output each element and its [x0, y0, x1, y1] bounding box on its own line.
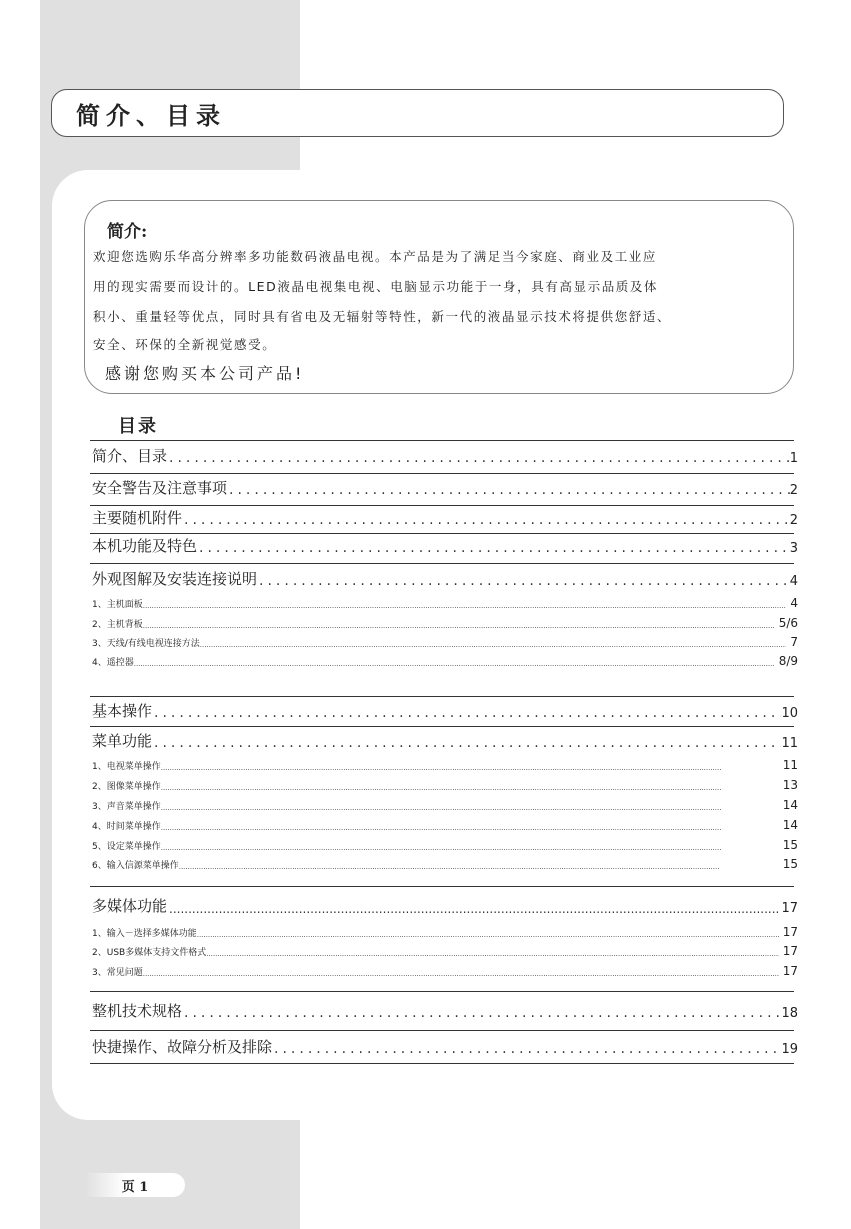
toc-leader-dots: [167, 450, 790, 466]
toc-divider: [90, 563, 794, 564]
toc-subentry[interactable]: [92, 614, 798, 630]
toc-entry[interactable]: [92, 731, 798, 751]
toc-subentry[interactable]: [92, 962, 798, 978]
toc-leader-dots: [143, 622, 775, 630]
toc-entry-label: 安全警告及注意事项: [92, 479, 228, 497]
toc-subentry-label: 6、输入信源菜单操作: [92, 861, 179, 871]
intro-line: 安全、环保的全新视觉感受。: [93, 337, 277, 352]
toc-subentry-page: 15: [782, 838, 798, 852]
toc-subentry[interactable]: [92, 776, 798, 792]
toc-subentry-page: 17: [782, 944, 798, 958]
toc-subentry[interactable]: [92, 652, 798, 668]
page-title: 简介、目录: [76, 101, 226, 130]
toc-divider: [90, 505, 794, 506]
toc-heading: 目录: [118, 416, 158, 437]
toc-subentry-page: 17: [782, 925, 798, 939]
toc-leader-dots: [200, 641, 787, 649]
toc-subentry-label: 3、声音菜单操作: [92, 802, 161, 812]
toc-entry-page: 2: [789, 513, 798, 528]
toc-entry[interactable]: [92, 536, 798, 556]
intro-thanks: 感谢您购买本公司产品!: [105, 364, 305, 383]
toc-divider: [90, 1030, 794, 1031]
toc-entry-label: 基本操作: [92, 702, 153, 720]
toc-entry[interactable]: [92, 1001, 798, 1021]
toc-subentry-page: 15: [782, 857, 798, 871]
toc-entry[interactable]: [92, 701, 798, 721]
toc-divider: [90, 1063, 794, 1064]
toc-subentry-label: 5、设定菜单操作: [92, 842, 161, 852]
toc-divider: [90, 726, 794, 727]
intro-box: [84, 200, 794, 394]
toc-entry-label: 主要随机附件: [92, 509, 183, 527]
toc-subentry[interactable]: [92, 594, 798, 610]
toc-subentry-label: 1、电视菜单操作: [92, 762, 161, 772]
intro-line: 积小、重量轻等优点，同时具有省电及无辐射等特性，新一代的液晶显示技术将提供您舒适、: [93, 309, 672, 324]
toc-leader-dots: [179, 863, 719, 871]
toc-leader-dots: [272, 1041, 781, 1057]
toc-subentry-label: 3、常见问题: [92, 968, 143, 978]
toc-subentry[interactable]: [92, 633, 798, 649]
toc-leader-dots: [206, 950, 779, 958]
toc-entry[interactable]: [92, 569, 798, 589]
toc-entry-page: 2: [789, 483, 798, 498]
toc-leader-dots: [197, 540, 790, 556]
toc-subentry[interactable]: [92, 923, 798, 939]
toc-leader-dots: [143, 602, 787, 610]
toc-leader-dots: [227, 482, 790, 498]
page-number-tab: [85, 1173, 185, 1197]
toc-leader-dots: [161, 804, 721, 812]
toc-subentry-page: 14: [782, 798, 798, 812]
intro-line: 用的现实需要而设计的。LED液晶电视集电视、电脑显示功能于一身，具有高显示品质及体: [93, 279, 659, 294]
toc-entry[interactable]: [92, 508, 798, 528]
toc-entry-label: 快捷操作、故障分析及排除: [92, 1038, 273, 1056]
toc-entry[interactable]: [92, 896, 798, 916]
toc-subentry-page: 13: [782, 778, 798, 792]
toc-subentry[interactable]: [92, 816, 798, 832]
toc-subentry-page: 4: [790, 596, 798, 610]
toc-entry[interactable]: [92, 1037, 798, 1057]
toc-entry-page: 17: [781, 901, 798, 916]
toc-entry[interactable]: [92, 478, 798, 498]
toc-leader-dots: [161, 764, 721, 772]
toc-leader-dots: [182, 1005, 781, 1021]
toc-subentry-label: 2、图像菜单操作: [92, 782, 161, 792]
toc-subentry[interactable]: [92, 796, 798, 812]
section-header: [51, 89, 784, 137]
toc-leader-dots: [161, 844, 721, 852]
toc-leader-dots: [152, 735, 781, 751]
toc-subentry-label: 4、时间菜单操作: [92, 822, 161, 832]
toc-entry-label: 整机技术规格: [92, 1002, 183, 1020]
toc-divider: [90, 696, 794, 697]
toc-subentry[interactable]: [92, 942, 798, 958]
toc-entry-page: 1: [789, 451, 798, 466]
toc-subentry-label: 1、输入－选择多媒体功能: [92, 929, 197, 939]
toc-subentry-page: 17: [782, 964, 798, 978]
intro-title: 简介:: [107, 222, 148, 242]
toc-entry-page: 10: [781, 706, 798, 721]
toc-subentry-label: 2、主机背板: [92, 620, 143, 630]
toc-subentry-page: 14: [782, 818, 798, 832]
toc-leader-dots: [167, 902, 781, 916]
toc-leader-dots: [152, 705, 781, 721]
toc-subentry-page: 11: [782, 758, 798, 772]
toc-entry-label: 菜单功能: [92, 732, 153, 750]
toc-subentry-page: 5/6: [778, 616, 798, 630]
toc-entry-label: 本机功能及特色: [92, 537, 198, 555]
page-number: 页 1: [121, 1179, 149, 1195]
toc-entry-label: 多媒体功能: [92, 897, 168, 915]
toc-entry-page: 11: [781, 736, 798, 751]
toc-entry-page: 3: [789, 541, 798, 556]
toc-entry-page: 4: [789, 574, 798, 589]
toc-leader-dots: [182, 512, 790, 528]
toc-leader-dots: [161, 824, 721, 832]
toc-subentry-page: 7: [790, 635, 798, 649]
toc-subentry-label: 2、USB多媒体支持文件格式: [92, 948, 207, 958]
toc-entry-label: 外观图解及安装连接说明: [92, 570, 258, 588]
toc-subentry-page: 8/9: [778, 654, 798, 668]
toc-leader-dots: [257, 573, 790, 589]
toc-subentry-label: 1、主机面板: [92, 600, 143, 610]
toc-entry[interactable]: [92, 446, 798, 466]
toc-divider: [90, 533, 794, 534]
toc-subentry-label: 4、遥控器: [92, 658, 134, 668]
toc-divider: [90, 991, 794, 992]
toc-leader-dots: [143, 970, 779, 978]
toc-leader-dots: [134, 660, 775, 668]
toc-subentry[interactable]: [92, 836, 798, 852]
toc-entry-page: 19: [781, 1042, 798, 1057]
intro-line: 欢迎您选购乐华高分辨率多功能数码液晶电视。本产品是为了满足当今家庭、商业及工业应: [93, 249, 658, 264]
toc-entry-label: 简介、目录: [92, 447, 168, 465]
toc-entry-page: 18: [781, 1006, 798, 1021]
toc-divider: [90, 886, 794, 887]
toc-subentry[interactable]: [92, 756, 798, 772]
toc-subentry-label: 3、天线/有线电视连接方法: [92, 639, 200, 649]
toc-subentry[interactable]: [92, 855, 798, 871]
toc-leader-dots: [161, 784, 721, 792]
toc-divider: [90, 473, 794, 474]
toc-divider: [90, 440, 794, 441]
toc-leader-dots: [197, 931, 779, 939]
